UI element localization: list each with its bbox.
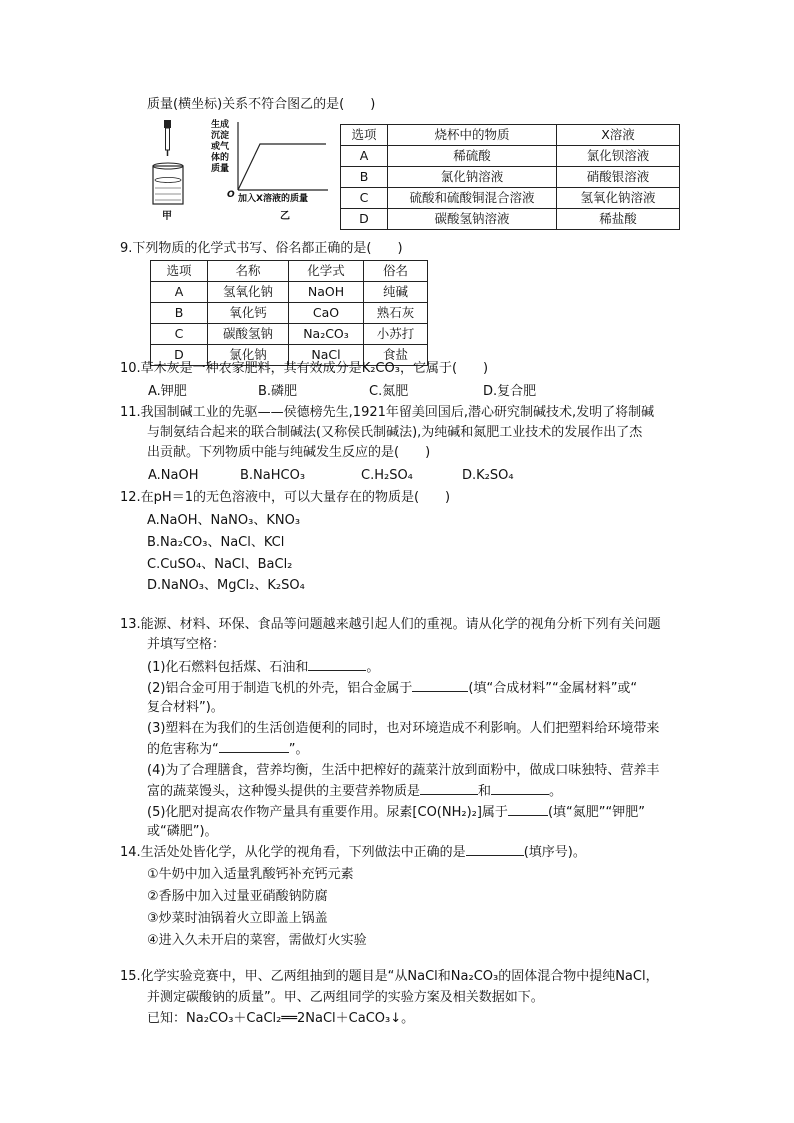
y-axis-label: 生成 沉淀 或气 体的 质量 (211, 120, 230, 174)
graph-origin: O (227, 190, 235, 200)
q13-part-3a: (3)塑料在为我们的生活创造便利的同时，也对环境造成不利影响。人们把塑料给环境带来 (147, 721, 660, 736)
table-cell: 稀硫酸 (388, 146, 557, 167)
x-axis-label: 加入X溶液的质量 (238, 194, 308, 204)
table-header-cell: 烧杯中的物质 (388, 125, 557, 146)
table-cell: B (341, 167, 388, 188)
q9-table (150, 260, 428, 366)
q15-line-3: 已知：Na₂CO₃＋CaCl₂══2NaCl＋CaCO₃↓。 (147, 1011, 415, 1026)
q13-part-3b: 的危害称为“ ”。 (147, 742, 309, 757)
q13-part-5b: 或“磷肥”)。 (147, 824, 218, 839)
table-header-row (151, 261, 428, 282)
beaker-icon (153, 163, 183, 204)
q12-option-b: B.Na₂CO₃、NaCl、KCl (147, 535, 285, 550)
q11-option-c: C.H₂SO₄ (361, 468, 413, 483)
q13-part-5a: (5)化肥对提高农作物产量具有重要作用。尿素[CO(NH₂)₂]属于 (填“氮肥”“钾肥” (147, 805, 645, 820)
table-cell: 硝酸银溶液 (557, 167, 680, 188)
table-cell: CaO (289, 303, 364, 324)
q12-option-a: A.NaOH、NaNO₃、KNO₃ (147, 513, 301, 528)
q10-stem-b: ，它属于( ) (399, 361, 489, 376)
q11-option-d: D.K₂SO₄ (462, 468, 514, 483)
q10-option-c: C.氮肥 (369, 384, 409, 399)
q14-item-1: ①牛奶中加入适量乳酸钙补充钙元素 (147, 867, 354, 882)
q12-option-d: D.NaNO₃、MgCl₂、K₂SO₄ (147, 578, 305, 593)
table-row (341, 188, 680, 209)
q10-option-d: D.复合肥 (483, 384, 537, 399)
table-cell: 碳酸氢钠 (208, 324, 289, 345)
answer-blank[interactable] (508, 803, 548, 816)
table-header-cell: 化学式 (289, 261, 364, 282)
table-cell: 氧化钙 (208, 303, 289, 324)
table-cell: 氢氧化钠 (208, 282, 289, 303)
q13-part-2-cont: 复合材料”)。 (147, 700, 224, 715)
table-cell: B (151, 303, 208, 324)
q12-stem: 12.在pH＝1的无色溶液中，可以大量存在的物质是( ) (120, 490, 451, 505)
table-row (151, 282, 428, 303)
table-cell: 食盐 (364, 345, 428, 366)
table-header-cell: 俗名 (364, 261, 428, 282)
q10-option-b: B.磷肥 (258, 384, 298, 399)
q13-part-4b: 富的蔬菜馒头，这种馒头提供的主要营养物质是 和 。 (147, 784, 563, 799)
q13-part-4a: (4)为了合理膳食，营养均衡，生活中把榨好的蔬菜汁放到面粉中，做成口味独特、营养丰 (147, 763, 660, 778)
q10-option-a: A.钾肥 (148, 384, 187, 399)
answer-blank[interactable] (308, 658, 366, 671)
table-cell: NaCl (289, 345, 364, 366)
table-cell: 氢氧化钠溶液 (557, 188, 680, 209)
table-cell: NaOH (289, 282, 364, 303)
q11-line-1: 11.我国制碱工业的先驱——侯德榜先生,1921年留美回国后,潜心研究制碱技术,发明了将制碱 (120, 405, 655, 420)
q13-part-1: (1)化石燃料包括煤、石油和 。 (147, 660, 380, 675)
table-cell: 氯化钠 (208, 345, 289, 366)
table-header-cell: 选项 (151, 261, 208, 282)
table-cell: 纯碱 (364, 282, 428, 303)
q13-stem-1: 13.能源、材料、环保、食品等问题越来越引起人们的重视。请从化学的视角分析下列有关问题 (120, 617, 661, 632)
table-row (341, 209, 680, 230)
graph-axes (238, 122, 328, 190)
table-header-cell: X溶液 (557, 125, 680, 146)
table-cell: D (151, 345, 208, 366)
q14-item-3: ③炒菜时油锅着火立即盖上锅盖 (147, 911, 328, 926)
table-cell: A (151, 282, 208, 303)
answer-blank[interactable] (219, 740, 289, 753)
graph-curve (238, 144, 326, 190)
q15-line-1: 15.化学实验竞赛中，甲、乙两组抽到的题目是“从NaCl和Na₂CO₃的固体混合物中提纯NaCl， (120, 969, 659, 984)
q11-line-2: 与制氨结合起来的联合制碱法(又称侯氏制碱法),为纯碱和氮肥工业技术的发展作出了杰 (147, 425, 643, 440)
table-cell: 氯化钠溶液 (388, 167, 557, 188)
table-cell: D (341, 209, 388, 230)
table-cell: 小苏打 (364, 324, 428, 345)
q12-option-c: C.CuSO₄、NaCl、BaCl₂ (147, 557, 293, 572)
q8-stem-end: 质量(横坐标)关系不符合图乙的是( ) (147, 97, 376, 112)
q11-option-b: B.NaHCO₃ (240, 468, 306, 483)
table-cell: 硫酸和硫酸铜混合溶液 (388, 188, 557, 209)
answer-blank[interactable] (420, 782, 478, 795)
figure-label-yi: 乙 (280, 211, 290, 222)
table-cell: C (151, 324, 208, 345)
table-cell: 熟石灰 (364, 303, 428, 324)
table-cell: C (341, 188, 388, 209)
answer-blank[interactable] (412, 679, 468, 692)
q14-stem: 14.生活处处皆化学，从化学的视角看，下列做法中正确的是 (填序号)。 (120, 845, 586, 860)
dropper-icon (164, 120, 171, 156)
table-header-row (341, 125, 680, 146)
q8-figure (150, 118, 335, 230)
table-row (341, 146, 680, 167)
table-header-cell: 选项 (341, 125, 388, 146)
q13-stem-2: 并填写空格： (147, 637, 226, 652)
table-header-cell: 名称 (208, 261, 289, 282)
q11-option-a: A.NaOH (148, 468, 199, 483)
figure-label-jia: 甲 (162, 211, 172, 222)
q14-item-4: ④进入久未开启的菜窖，需做灯火实验 (147, 933, 367, 948)
table-cell: A (341, 146, 388, 167)
q9-stem: 9.下列物质的化学式书写、俗名都正确的是( ) (120, 241, 403, 256)
answer-blank[interactable] (491, 782, 549, 795)
table-cell: 氯化钡溶液 (557, 146, 680, 167)
answer-blank[interactable] (466, 843, 524, 856)
table-cell: 碳酸氢钠溶液 (388, 209, 557, 230)
q13-part-2: (2)铝合金可用于制造飞机的外壳，铝合金属于 (填“合成材料”“金属材料”或“ (147, 681, 638, 696)
table-cell: Na₂CO₃ (289, 324, 364, 345)
q10-stem-a: 10.草木灰是一种农家肥料，其有效成分是 (120, 361, 362, 376)
q15-line-2: 并测定碳酸钠的质量”。甲、乙两组同学的实验方案及相关数据如下。 (147, 990, 544, 1005)
q10-formula: K₂CO₃ (361, 361, 400, 376)
table-row (151, 324, 428, 345)
q8-table (340, 124, 680, 230)
table-row (151, 303, 428, 324)
table-row (341, 167, 680, 188)
q11-line-3: 出贡献。下列物质中能与纯碱发生反应的是( ) (147, 445, 431, 460)
table-cell: 稀盐酸 (557, 209, 680, 230)
q10-stem (120, 360, 488, 378)
q14-item-2: ②香肠中加入过量亚硝酸钠防腐 (147, 889, 328, 904)
